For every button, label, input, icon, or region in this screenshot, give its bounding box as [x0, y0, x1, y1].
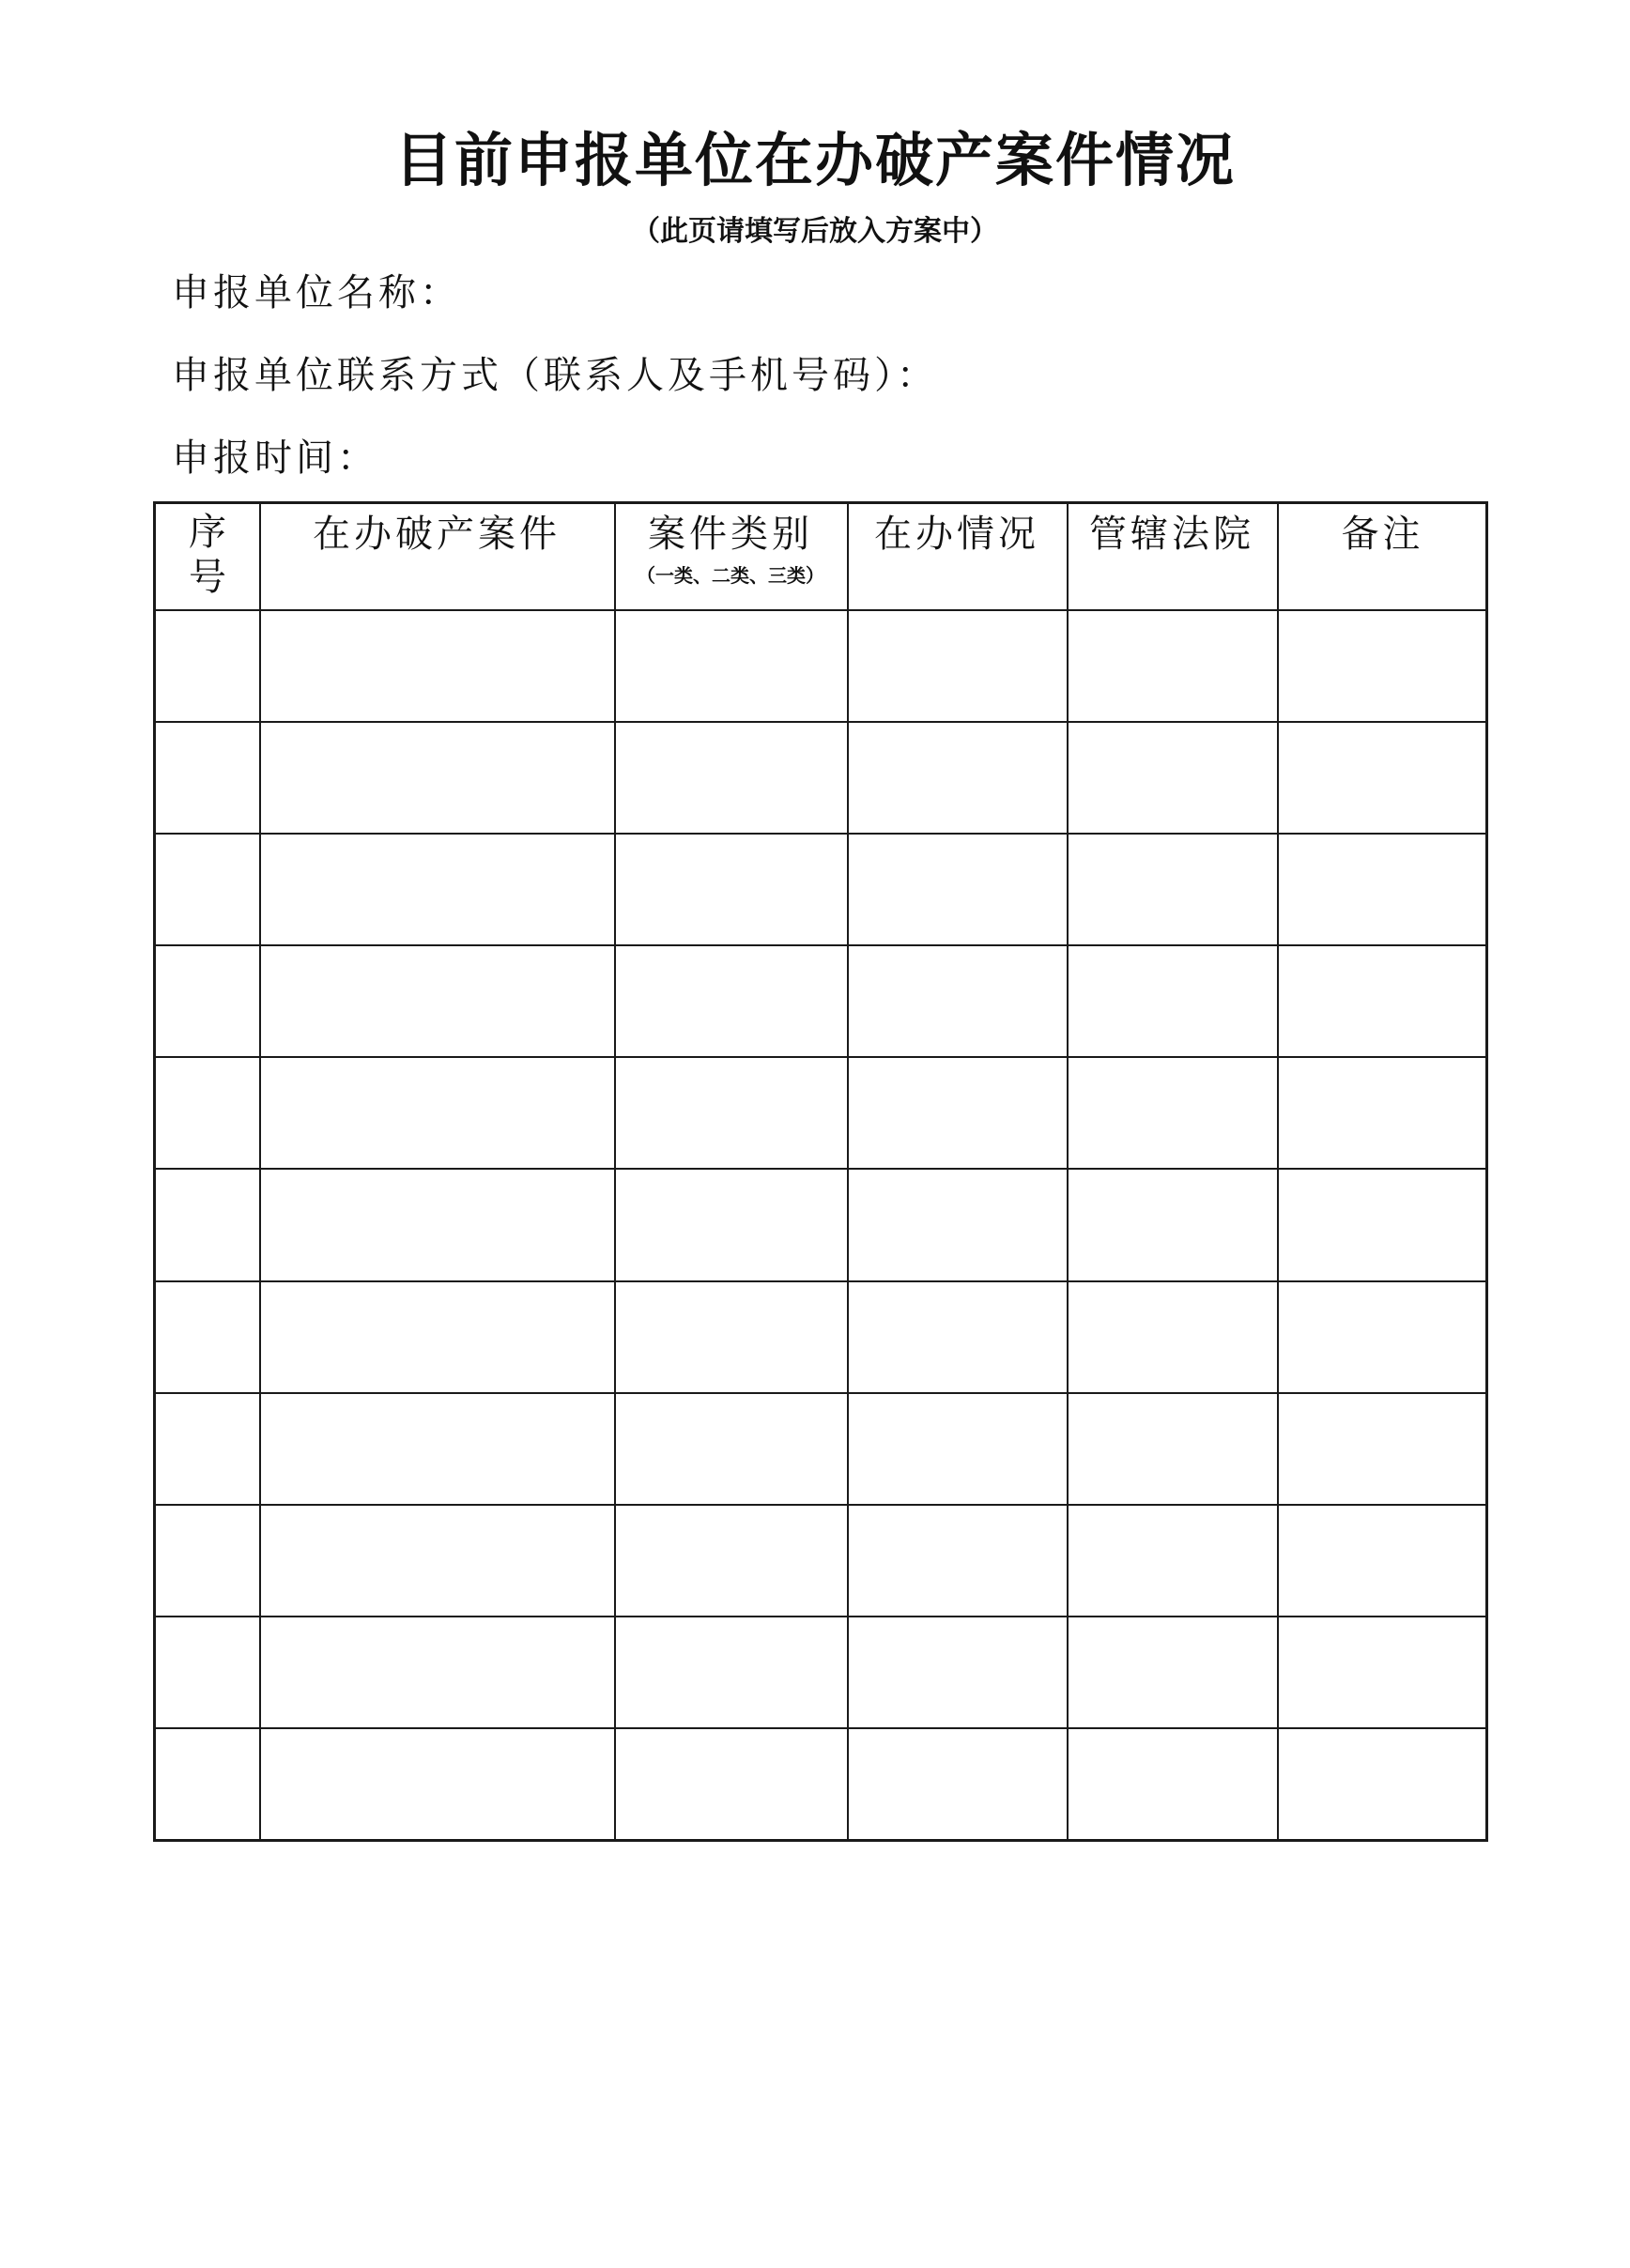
row-divider [156, 1280, 1485, 1282]
row-divider [156, 721, 1485, 723]
cell-remarks[interactable] [1280, 612, 1483, 718]
cell-remarks[interactable] [1280, 1283, 1483, 1389]
cell-court[interactable] [1069, 1507, 1274, 1613]
header-category [614, 504, 847, 609]
cell-court[interactable] [1069, 1730, 1274, 1836]
header-remarks-label: 备注 [1341, 513, 1424, 556]
cell-court[interactable] [1069, 612, 1274, 718]
header-status [847, 504, 1067, 609]
cell-court[interactable] [1069, 835, 1274, 942]
header-status-label: 在办情况 [874, 513, 1039, 556]
cell-seq[interactable] [159, 835, 256, 942]
cell-seq[interactable] [159, 1618, 256, 1724]
column-divider [847, 504, 849, 1839]
cell-seq[interactable] [159, 612, 256, 718]
cell-seq[interactable] [159, 1730, 256, 1836]
cell-status[interactable] [850, 1171, 1064, 1277]
cell-remarks[interactable] [1280, 1618, 1483, 1724]
cell-category[interactable] [617, 724, 844, 830]
case-table [153, 501, 1488, 1842]
cell-case[interactable] [262, 1507, 611, 1613]
cell-remarks[interactable] [1280, 1395, 1483, 1501]
cell-case[interactable] [262, 1618, 611, 1724]
cell-case[interactable] [262, 947, 611, 1053]
cell-status[interactable] [850, 947, 1064, 1053]
cell-category[interactable] [617, 612, 844, 718]
cell-category[interactable] [617, 1171, 844, 1277]
cell-remarks[interactable] [1280, 1059, 1483, 1165]
cell-seq[interactable] [159, 947, 256, 1053]
unit-name-label: 申报单位名称： [172, 271, 461, 314]
cell-case[interactable] [262, 1395, 611, 1501]
cell-remarks[interactable] [1280, 1730, 1483, 1836]
row-divider [156, 833, 1485, 835]
cell-category[interactable] [617, 1059, 844, 1165]
header-category-label: 案件类别 [648, 513, 813, 556]
cell-case[interactable] [262, 612, 611, 718]
row-divider [156, 1168, 1485, 1170]
row-divider [156, 944, 1485, 946]
row-divider [156, 1392, 1485, 1394]
row-divider [156, 1616, 1485, 1617]
cell-category[interactable] [617, 947, 844, 1053]
header-seq [156, 504, 259, 609]
cell-category[interactable] [617, 835, 844, 942]
cell-seq[interactable] [159, 1283, 256, 1389]
page-title: 目前申报单位在办破产案件情况 [393, 126, 1236, 194]
cell-case[interactable] [262, 1171, 611, 1277]
cell-remarks[interactable] [1280, 835, 1483, 942]
cell-status[interactable] [850, 1618, 1064, 1724]
cell-case[interactable] [262, 1059, 611, 1165]
cell-seq[interactable] [159, 1059, 256, 1165]
row-divider [156, 1504, 1485, 1506]
cell-status[interactable] [850, 835, 1064, 942]
cell-remarks[interactable] [1280, 947, 1483, 1053]
cell-seq[interactable] [159, 1171, 256, 1277]
header-case [259, 504, 614, 609]
cell-category[interactable] [617, 1395, 844, 1501]
cell-court[interactable] [1069, 947, 1274, 1053]
cell-seq[interactable] [159, 1395, 256, 1501]
cell-status[interactable] [850, 724, 1064, 830]
cell-court[interactable] [1069, 1395, 1274, 1501]
cell-category[interactable] [617, 1618, 844, 1724]
cell-court[interactable] [1069, 1171, 1274, 1277]
header-divider [156, 609, 1485, 611]
report-date-label: 申报时间： [172, 437, 378, 480]
cell-case[interactable] [262, 724, 611, 830]
column-divider [1277, 504, 1279, 1839]
cell-status[interactable] [850, 1059, 1064, 1165]
cell-status[interactable] [850, 1507, 1064, 1613]
column-divider [614, 504, 616, 1839]
header-seq-line1: 序 [189, 511, 226, 554]
header-case-label: 在办破产案件 [313, 513, 561, 556]
cell-court[interactable] [1069, 724, 1274, 830]
cell-seq[interactable] [159, 1507, 256, 1613]
row-divider [156, 1727, 1485, 1729]
cell-court[interactable] [1069, 1059, 1274, 1165]
row-divider [156, 1056, 1485, 1058]
cell-status[interactable] [850, 612, 1064, 718]
header-seq-line2: 号 [189, 556, 226, 599]
cell-case[interactable] [262, 1283, 611, 1389]
page-subtitle: （此页请填写后放入方案中） [632, 215, 998, 248]
cell-case[interactable] [262, 1730, 611, 1836]
cell-status[interactable] [850, 1395, 1064, 1501]
cell-remarks[interactable] [1280, 724, 1483, 830]
contact-label: 申报单位联系方式（联系人及手机号码）： [172, 354, 938, 397]
cell-category[interactable] [617, 1283, 844, 1389]
header-remarks [1277, 504, 1488, 609]
header-court-label: 管辖法院 [1089, 513, 1254, 556]
cell-court[interactable] [1069, 1618, 1274, 1724]
cell-remarks[interactable] [1280, 1507, 1483, 1613]
cell-remarks[interactable] [1280, 1171, 1483, 1277]
column-divider [1067, 504, 1069, 1839]
header-court [1067, 504, 1277, 609]
column-divider [259, 504, 261, 1839]
cell-status[interactable] [850, 1283, 1064, 1389]
cell-category[interactable] [617, 1507, 844, 1613]
cell-status[interactable] [850, 1730, 1064, 1836]
cell-case[interactable] [262, 835, 611, 942]
header-category-note: （一类、二类、三类） [637, 564, 824, 587]
cell-court[interactable] [1069, 1283, 1274, 1389]
cell-category[interactable] [617, 1730, 844, 1836]
cell-seq[interactable] [159, 724, 256, 830]
